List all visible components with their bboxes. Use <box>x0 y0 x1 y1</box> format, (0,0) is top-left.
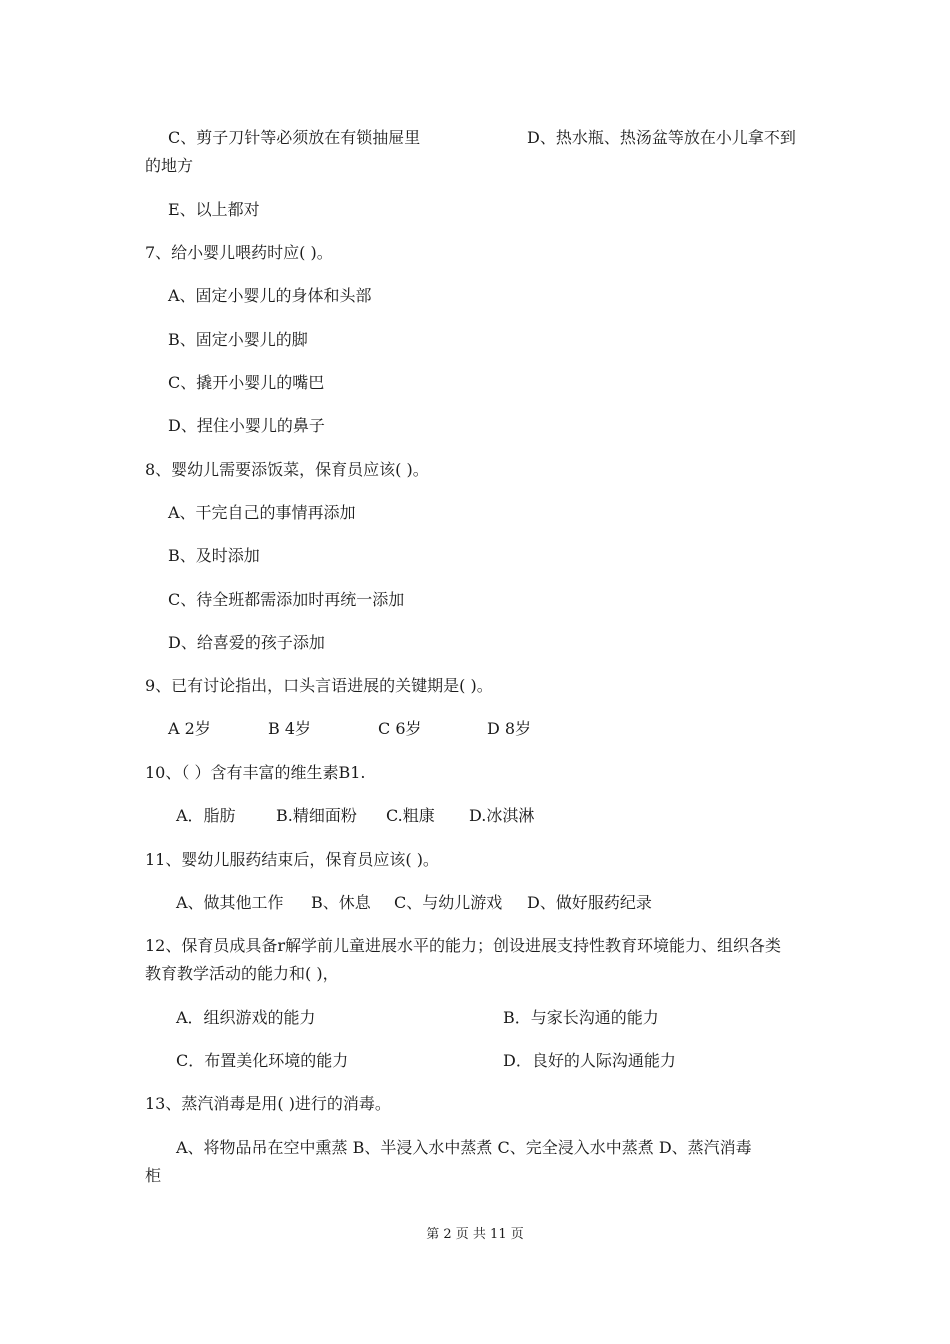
q8-option-a: A、干完自己的事情再添加 <box>168 503 356 522</box>
q11-option-c: C、与幼儿游戏 <box>394 893 503 912</box>
q11-stem: 11、婴幼儿服药结束后，保育员应该( )。 <box>145 850 439 869</box>
q6-option-d: D、热水瓶、热汤盆等放在小儿拿不到 <box>527 128 796 147</box>
q6-option-d-continued: 的地方 <box>145 156 194 175</box>
q6-option-c: C、剪子刀针等必须放在有锁抽屉里 <box>168 128 421 147</box>
q10-option-a: A．脂肪 <box>176 806 236 825</box>
q7-option-a: A、固定小婴儿的身体和头部 <box>168 286 372 305</box>
q7-option-d: D、捏住小婴儿的鼻子 <box>168 416 325 435</box>
q11-option-a: A、做其他工作 <box>176 893 284 912</box>
q12-option-b: B．与家长沟通的能力 <box>503 1008 659 1027</box>
q7-option-c: C、撬开小婴儿的嘴巴 <box>168 373 325 392</box>
q13-stem: 13、蒸汽消毒是用( )进行的消毒。 <box>145 1094 391 1113</box>
q10-option-c: C.粗康 <box>386 806 435 825</box>
q8-option-c: C、待全班都需添加时再统一添加 <box>168 590 405 609</box>
page-number-footer: 第 2 页 共 11 页 <box>426 1227 524 1242</box>
q9-option-c: C 6岁 <box>378 719 422 738</box>
q7-option-b: B、固定小婴儿的脚 <box>168 330 308 349</box>
q9-option-b: B 4岁 <box>268 719 312 738</box>
q12-stem-line-1: 12、保育员成具备r解学前儿童进展水平的能力；创设进展支持性教育环境能力、组织各类 <box>145 936 782 955</box>
q9-option-a: A 2岁 <box>168 719 211 738</box>
q13-options: A、将物品吊在空中熏蒸 B、半浸入水中蒸煮 C、完全浸入水中蒸煮 D、蒸汽消毒 <box>176 1138 752 1157</box>
q10-option-d: D.冰淇淋 <box>469 806 535 825</box>
q12-option-a: A．组织游戏的能力 <box>176 1008 316 1027</box>
q8-stem: 8、婴幼儿需要添饭菜，保育员应该( )。 <box>145 460 429 479</box>
q9-option-d: D 8岁 <box>487 719 532 738</box>
q8-option-d: D、给喜爱的孩子添加 <box>168 633 325 652</box>
q11-option-b: B、休息 <box>311 893 371 912</box>
q9-stem: 9、已有讨论指出，口头言语进展的关键期是( )。 <box>145 676 493 695</box>
q10-option-b: B.精细面粉 <box>276 806 357 825</box>
q12-option-d: D．良好的人际沟通能力 <box>503 1051 676 1070</box>
q6-option-e: E、以上都对 <box>168 200 260 219</box>
q13-options-continued: 柜 <box>145 1166 162 1185</box>
q11-option-d: D、做好服药纪录 <box>527 893 652 912</box>
q8-option-b: B、及时添加 <box>168 546 260 565</box>
q12-option-c: C．布置美化环境的能力 <box>176 1051 349 1070</box>
q12-stem-line-2: 教育教学活动的能力和( )， <box>145 964 339 983</box>
q10-stem: 10、（ ）含有丰富的维生素B1. <box>145 763 366 782</box>
q7-stem: 7、给小婴儿喂药时应( )。 <box>145 243 333 262</box>
